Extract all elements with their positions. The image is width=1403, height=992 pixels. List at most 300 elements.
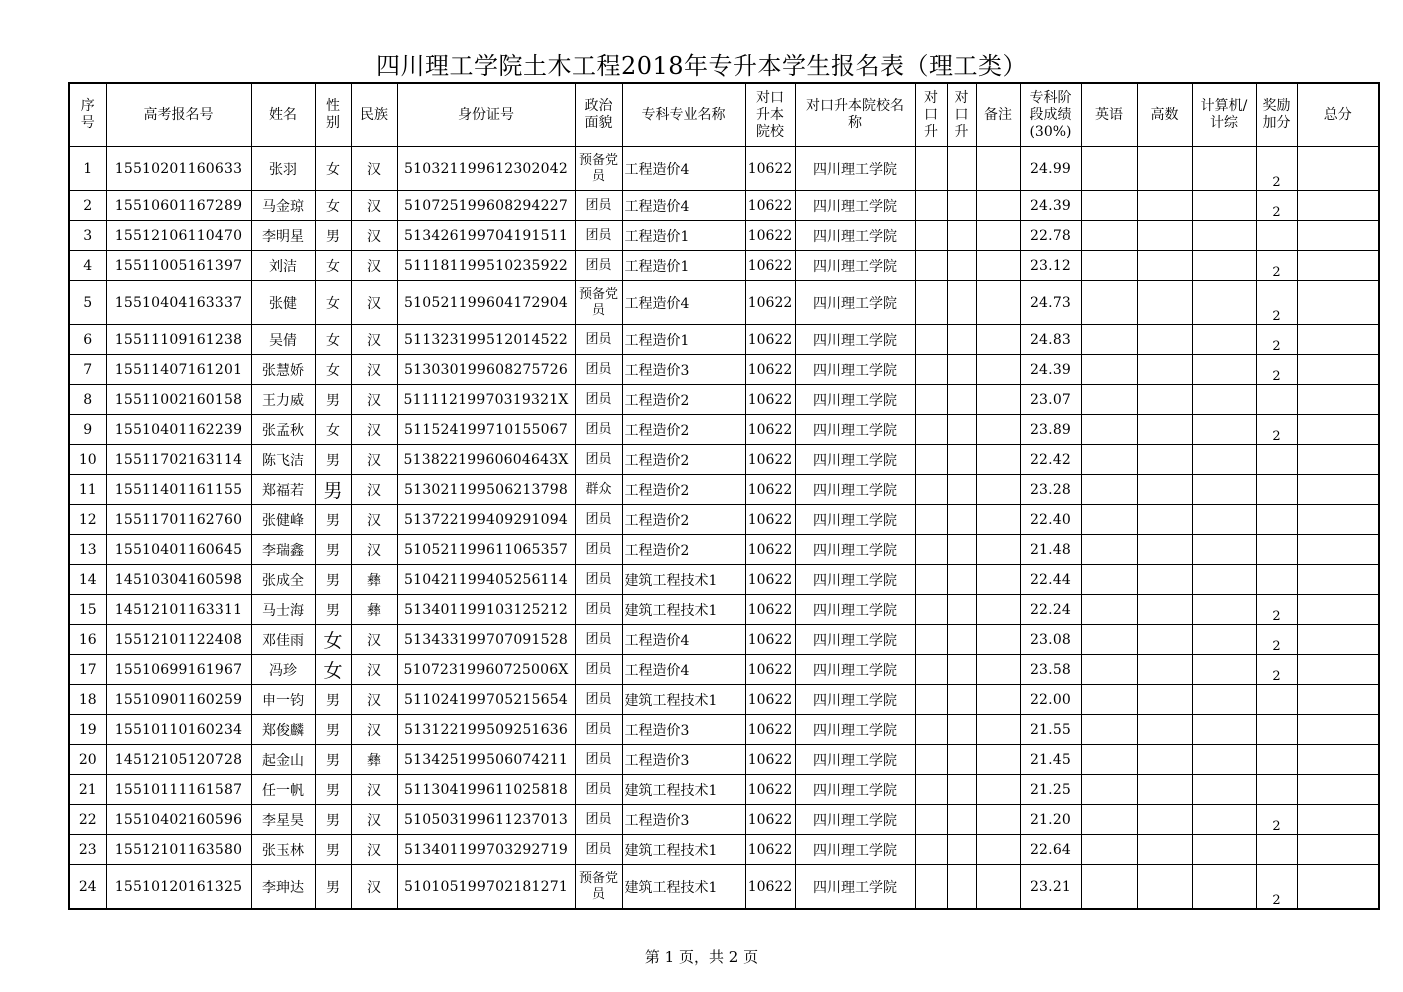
row-no: 15	[69, 595, 106, 625]
ethnicity-cell: 汉	[351, 385, 397, 415]
school-name-cell: 四川理工学院	[795, 775, 915, 805]
table-row	[69, 535, 1379, 565]
school-name-cell: 四川理工学院	[795, 355, 915, 385]
ethnicity-cell: 汉	[351, 445, 397, 475]
match-2-cell	[947, 535, 976, 565]
table-row	[69, 805, 1379, 835]
name-cell: 李瑞鑫	[251, 535, 315, 565]
total-cell	[1297, 595, 1379, 625]
school-name-cell: 四川理工学院	[795, 745, 915, 775]
major-cell: 工程造价4	[622, 147, 745, 191]
bonus-cell: 2	[1256, 805, 1297, 835]
bonus-cell: 2	[1256, 147, 1297, 191]
ethnicity-cell: 汉	[351, 715, 397, 745]
bonus-cell: 2	[1256, 625, 1297, 655]
major-cell: 工程造价4	[622, 191, 745, 221]
college-score-cell: 21.25	[1020, 775, 1081, 805]
gender-cell: 女	[315, 625, 351, 655]
english-cell	[1081, 251, 1137, 281]
ethnicity-cell: 汉	[351, 775, 397, 805]
political-cell: 团员	[575, 685, 622, 715]
college-score-cell: 23.12	[1020, 251, 1081, 281]
school-code-cell: 10622	[745, 715, 795, 745]
exam-id-cell: 15510111161587	[106, 775, 251, 805]
table-row	[69, 655, 1379, 685]
exam-id-cell: 15510404163337	[106, 281, 251, 325]
row-no: 4	[69, 251, 106, 281]
exam-id-cell: 15510110160234	[106, 715, 251, 745]
ethnicity-cell: 汉	[351, 251, 397, 281]
bonus-cell	[1256, 535, 1297, 565]
row-no: 5	[69, 281, 106, 325]
ethnicity-cell: 汉	[351, 475, 397, 505]
computer-cell	[1192, 385, 1256, 415]
political-cell: 团员	[575, 191, 622, 221]
computer-cell	[1192, 685, 1256, 715]
math-cell	[1137, 385, 1192, 415]
col-header-computer: 计算机/计综	[1192, 83, 1256, 147]
computer-cell	[1192, 445, 1256, 475]
total-cell	[1297, 535, 1379, 565]
math-cell	[1137, 565, 1192, 595]
table-row	[69, 355, 1379, 385]
match-1-cell	[915, 685, 947, 715]
remarks-cell	[976, 191, 1020, 221]
math-cell	[1137, 251, 1192, 281]
exam-id-cell: 15510402160596	[106, 805, 251, 835]
remarks-cell	[976, 281, 1020, 325]
math-cell	[1137, 535, 1192, 565]
remarks-cell	[976, 835, 1020, 865]
school-name-cell: 四川理工学院	[795, 835, 915, 865]
remarks-cell	[976, 565, 1020, 595]
exam-id-cell: 15510901160259	[106, 685, 251, 715]
ethnicity-cell: 汉	[351, 415, 397, 445]
name-cell: 马金琼	[251, 191, 315, 221]
row-no: 23	[69, 835, 106, 865]
school-name-cell: 四川理工学院	[795, 865, 915, 910]
col-header-total: 总分	[1297, 83, 1379, 147]
school-name-cell: 四川理工学院	[795, 625, 915, 655]
table-row	[69, 505, 1379, 535]
computer-cell	[1192, 775, 1256, 805]
school-code-cell: 10622	[745, 565, 795, 595]
match-2-cell	[947, 147, 976, 191]
college-score-cell: 21.55	[1020, 715, 1081, 745]
table-row	[69, 281, 1379, 325]
ethnicity-cell: 汉	[351, 805, 397, 835]
exam-id-cell: 14510304160598	[106, 565, 251, 595]
bonus-cell	[1256, 445, 1297, 475]
remarks-cell	[976, 251, 1020, 281]
table-row	[69, 251, 1379, 281]
row-no: 18	[69, 685, 106, 715]
college-score-cell: 24.39	[1020, 355, 1081, 385]
table-row	[69, 865, 1379, 910]
english-cell	[1081, 221, 1137, 251]
col-header-match-2: 对口升	[947, 83, 976, 147]
total-cell	[1297, 835, 1379, 865]
match-2-cell	[947, 445, 976, 475]
major-cell: 工程造价2	[622, 445, 745, 475]
major-cell: 工程造价3	[622, 715, 745, 745]
school-name-cell: 四川理工学院	[795, 715, 915, 745]
name-cell: 陈飞洁	[251, 445, 315, 475]
ethnicity-cell: 汉	[351, 625, 397, 655]
college-score-cell: 24.39	[1020, 191, 1081, 221]
ethnicity-cell: 汉	[351, 505, 397, 535]
table-row	[69, 475, 1379, 505]
english-cell	[1081, 191, 1137, 221]
computer-cell	[1192, 505, 1256, 535]
college-score-cell: 22.24	[1020, 595, 1081, 625]
remarks-cell	[976, 805, 1020, 835]
college-score-cell: 22.64	[1020, 835, 1081, 865]
math-cell	[1137, 281, 1192, 325]
exam-id-cell: 15512106110470	[106, 221, 251, 251]
ethnicity-cell: 彝	[351, 745, 397, 775]
total-cell	[1297, 685, 1379, 715]
match-2-cell	[947, 385, 976, 415]
math-cell	[1137, 745, 1192, 775]
id-card-cell: 511181199510235922	[397, 251, 575, 281]
match-2-cell	[947, 805, 976, 835]
college-score-cell: 23.21	[1020, 865, 1081, 910]
gender-cell: 男	[315, 685, 351, 715]
ethnicity-cell: 彝	[351, 595, 397, 625]
total-cell	[1297, 655, 1379, 685]
english-cell	[1081, 385, 1137, 415]
english-cell	[1081, 445, 1137, 475]
college-score-cell: 22.44	[1020, 565, 1081, 595]
remarks-cell	[976, 415, 1020, 445]
gender-cell: 男	[315, 715, 351, 745]
english-cell	[1081, 325, 1137, 355]
remarks-cell	[976, 865, 1020, 910]
table-row	[69, 325, 1379, 355]
match-2-cell	[947, 715, 976, 745]
school-code-cell: 10622	[745, 805, 795, 835]
remarks-cell	[976, 775, 1020, 805]
match-2-cell	[947, 415, 976, 445]
match-2-cell	[947, 865, 976, 910]
school-name-cell: 四川理工学院	[795, 655, 915, 685]
row-no: 17	[69, 655, 106, 685]
id-card-cell: 513425199506074211	[397, 745, 575, 775]
total-cell	[1297, 745, 1379, 775]
major-cell: 工程造价1	[622, 325, 745, 355]
gender-cell: 男	[315, 865, 351, 910]
gender-cell: 女	[315, 655, 351, 685]
ethnicity-cell: 汉	[351, 221, 397, 251]
match-2-cell	[947, 595, 976, 625]
school-code-cell: 10622	[745, 865, 795, 910]
political-cell: 预备党员	[575, 147, 622, 191]
political-cell: 团员	[575, 445, 622, 475]
ethnicity-cell: 汉	[351, 325, 397, 355]
row-no: 24	[69, 865, 106, 910]
political-cell: 群众	[575, 475, 622, 505]
school-code-cell: 10622	[745, 475, 795, 505]
exam-id-cell: 15511002160158	[106, 385, 251, 415]
name-cell: 刘洁	[251, 251, 315, 281]
computer-cell	[1192, 715, 1256, 745]
english-cell	[1081, 835, 1137, 865]
political-cell: 团员	[575, 805, 622, 835]
bonus-cell: 2	[1256, 325, 1297, 355]
school-code-cell: 10622	[745, 191, 795, 221]
match-2-cell	[947, 325, 976, 355]
exam-id-cell: 15511005161397	[106, 251, 251, 281]
name-cell: 冯珍	[251, 655, 315, 685]
col-header-major: 专科专业名称	[622, 83, 745, 147]
match-2-cell	[947, 281, 976, 325]
political-cell: 团员	[575, 415, 622, 445]
political-cell: 团员	[575, 251, 622, 281]
bonus-cell: 2	[1256, 355, 1297, 385]
exam-id-cell: 15511702163114	[106, 445, 251, 475]
bonus-cell	[1256, 775, 1297, 805]
political-cell: 预备党员	[575, 865, 622, 910]
name-cell: 任一帆	[251, 775, 315, 805]
id-card-cell: 513021199506213798	[397, 475, 575, 505]
match-1-cell	[915, 281, 947, 325]
english-cell	[1081, 475, 1137, 505]
ethnicity-cell: 汉	[351, 835, 397, 865]
school-name-cell: 四川理工学院	[795, 535, 915, 565]
match-1-cell	[915, 325, 947, 355]
school-code-cell: 10622	[745, 505, 795, 535]
id-card-cell: 510503199611237013	[397, 805, 575, 835]
name-cell: 李明星	[251, 221, 315, 251]
match-2-cell	[947, 775, 976, 805]
major-cell: 工程造价2	[622, 505, 745, 535]
major-cell: 工程造价4	[622, 625, 745, 655]
id-card-cell: 510521199611065357	[397, 535, 575, 565]
remarks-cell	[976, 355, 1020, 385]
major-cell: 工程造价1	[622, 221, 745, 251]
match-1-cell	[915, 251, 947, 281]
id-card-cell: 510321199612302042	[397, 147, 575, 191]
match-2-cell	[947, 625, 976, 655]
school-code-cell: 10622	[745, 595, 795, 625]
exam-id-cell: 15510401160645	[106, 535, 251, 565]
major-cell: 工程造价3	[622, 805, 745, 835]
match-1-cell	[915, 475, 947, 505]
major-cell: 工程造价4	[622, 281, 745, 325]
computer-cell	[1192, 535, 1256, 565]
school-name-cell: 四川理工学院	[795, 191, 915, 221]
total-cell	[1297, 565, 1379, 595]
remarks-cell	[976, 325, 1020, 355]
school-name-cell: 四川理工学院	[795, 281, 915, 325]
ethnicity-cell: 彝	[351, 565, 397, 595]
computer-cell	[1192, 865, 1256, 910]
bonus-cell	[1256, 685, 1297, 715]
match-2-cell	[947, 565, 976, 595]
college-score-cell: 21.45	[1020, 745, 1081, 775]
english-cell	[1081, 415, 1137, 445]
political-cell: 团员	[575, 565, 622, 595]
col-header-english: 英语	[1081, 83, 1137, 147]
college-score-cell: 24.73	[1020, 281, 1081, 325]
political-cell: 团员	[575, 325, 622, 355]
match-2-cell	[947, 655, 976, 685]
exam-id-cell: 15511401161155	[106, 475, 251, 505]
political-cell: 团员	[575, 745, 622, 775]
match-1-cell	[915, 595, 947, 625]
math-cell	[1137, 445, 1192, 475]
exam-id-cell: 15511407161201	[106, 355, 251, 385]
row-no: 9	[69, 415, 106, 445]
match-1-cell	[915, 221, 947, 251]
table-row	[69, 835, 1379, 865]
row-no: 10	[69, 445, 106, 475]
computer-cell	[1192, 355, 1256, 385]
col-header-college-score: 专科阶段成绩(30%)	[1020, 83, 1081, 147]
gender-cell: 女	[315, 147, 351, 191]
name-cell: 邓佳雨	[251, 625, 315, 655]
school-code-cell: 10622	[745, 835, 795, 865]
exam-id-cell: 15511109161238	[106, 325, 251, 355]
bonus-cell: 2	[1256, 191, 1297, 221]
gender-cell: 男	[315, 835, 351, 865]
school-name-cell: 四川理工学院	[795, 475, 915, 505]
computer-cell	[1192, 655, 1256, 685]
name-cell: 吴倩	[251, 325, 315, 355]
total-cell	[1297, 445, 1379, 475]
math-cell	[1137, 325, 1192, 355]
match-1-cell	[915, 715, 947, 745]
match-2-cell	[947, 221, 976, 251]
col-header-ethnicity: 民族	[351, 83, 397, 147]
computer-cell	[1192, 475, 1256, 505]
total-cell	[1297, 251, 1379, 281]
english-cell	[1081, 281, 1137, 325]
row-no: 21	[69, 775, 106, 805]
college-score-cell: 23.89	[1020, 415, 1081, 445]
english-cell	[1081, 685, 1137, 715]
math-cell	[1137, 685, 1192, 715]
remarks-cell	[976, 595, 1020, 625]
ethnicity-cell: 汉	[351, 535, 397, 565]
school-code-cell: 10622	[745, 655, 795, 685]
col-header-gender: 性别	[315, 83, 351, 147]
english-cell	[1081, 805, 1137, 835]
match-1-cell	[915, 445, 947, 475]
major-cell: 建筑工程技术1	[622, 595, 745, 625]
major-cell: 工程造价3	[622, 745, 745, 775]
name-cell: 张健	[251, 281, 315, 325]
gender-cell: 女	[315, 325, 351, 355]
school-name-cell: 四川理工学院	[795, 415, 915, 445]
table-row	[69, 385, 1379, 415]
table-row	[69, 685, 1379, 715]
math-cell	[1137, 505, 1192, 535]
row-no: 12	[69, 505, 106, 535]
name-cell: 张健峰	[251, 505, 315, 535]
english-cell	[1081, 775, 1137, 805]
col-header-bonus: 奖励加分	[1256, 83, 1297, 147]
name-cell: 张孟秋	[251, 415, 315, 445]
school-code-cell: 10622	[745, 745, 795, 775]
computer-cell	[1192, 595, 1256, 625]
major-cell: 建筑工程技术1	[622, 565, 745, 595]
computer-cell	[1192, 147, 1256, 191]
major-cell: 工程造价4	[622, 655, 745, 685]
name-cell: 王力威	[251, 385, 315, 415]
total-cell	[1297, 775, 1379, 805]
total-cell	[1297, 355, 1379, 385]
math-cell	[1137, 595, 1192, 625]
id-card-cell: 511304199611025818	[397, 775, 575, 805]
school-name-cell: 四川理工学院	[795, 251, 915, 281]
table-row	[69, 595, 1379, 625]
table-row	[69, 715, 1379, 745]
school-name-cell: 四川理工学院	[795, 595, 915, 625]
school-name-cell: 四川理工学院	[795, 147, 915, 191]
exam-id-cell: 15511701162760	[106, 505, 251, 535]
english-cell	[1081, 535, 1137, 565]
school-name-cell: 四川理工学院	[795, 445, 915, 475]
school-code-cell: 10622	[745, 325, 795, 355]
computer-cell	[1192, 625, 1256, 655]
match-1-cell	[915, 191, 947, 221]
political-cell: 预备党员	[575, 281, 622, 325]
match-1-cell	[915, 865, 947, 910]
total-cell	[1297, 281, 1379, 325]
match-2-cell	[947, 835, 976, 865]
college-score-cell: 22.00	[1020, 685, 1081, 715]
school-code-cell: 10622	[745, 385, 795, 415]
college-score-cell: 22.42	[1020, 445, 1081, 475]
remarks-cell	[976, 445, 1020, 475]
name-cell: 李星昊	[251, 805, 315, 835]
name-cell: 张玉林	[251, 835, 315, 865]
english-cell	[1081, 865, 1137, 910]
id-card-cell: 510105199702181271	[397, 865, 575, 910]
gender-cell: 女	[315, 355, 351, 385]
remarks-cell	[976, 147, 1020, 191]
college-score-cell: 22.40	[1020, 505, 1081, 535]
gender-cell: 女	[315, 415, 351, 445]
school-code-cell: 10622	[745, 775, 795, 805]
gender-cell: 男	[315, 445, 351, 475]
id-card-cell: 51111219970319321X	[397, 385, 575, 415]
major-cell: 工程造价2	[622, 415, 745, 445]
bonus-cell	[1256, 565, 1297, 595]
match-1-cell	[915, 535, 947, 565]
remarks-cell	[976, 655, 1020, 685]
major-cell: 工程造价2	[622, 475, 745, 505]
bonus-cell	[1256, 221, 1297, 251]
col-header-political: 政治面貌	[575, 83, 622, 147]
name-cell: 郑俊麟	[251, 715, 315, 745]
gender-cell: 男	[315, 805, 351, 835]
id-card-cell: 511524199710155067	[397, 415, 575, 445]
math-cell	[1137, 715, 1192, 745]
exam-id-cell: 15510201160633	[106, 147, 251, 191]
col-header-id-card: 身份证号	[397, 83, 575, 147]
ethnicity-cell: 汉	[351, 191, 397, 221]
computer-cell	[1192, 251, 1256, 281]
col-header-school-code: 对口升本院校	[745, 83, 795, 147]
match-1-cell	[915, 835, 947, 865]
row-no: 13	[69, 535, 106, 565]
id-card-cell: 513401199703292719	[397, 835, 575, 865]
gender-cell: 男	[315, 535, 351, 565]
gender-cell: 男	[315, 595, 351, 625]
